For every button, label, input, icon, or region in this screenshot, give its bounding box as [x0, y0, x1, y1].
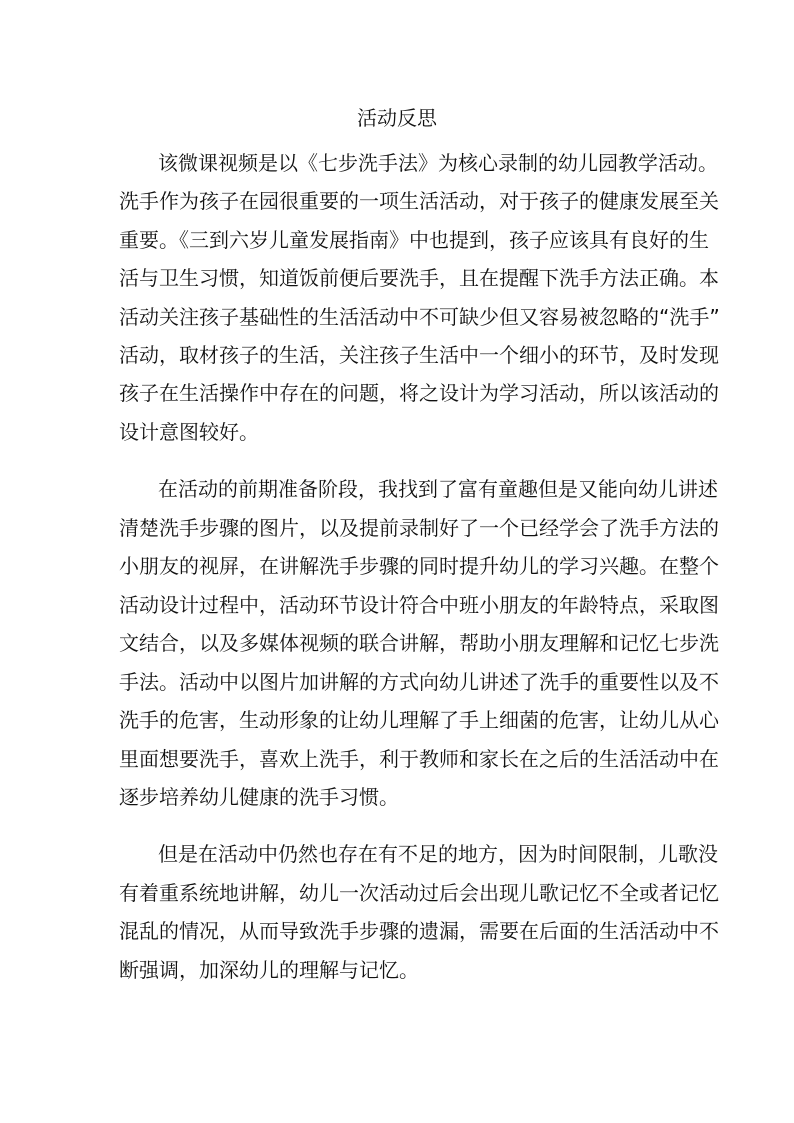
paragraph-1-line-1: 该微课视频是以《七步洗手法》为核心录制的幼儿园教学活动。 [158, 151, 718, 175]
paragraph-3-line-4: 断强调，加深幼儿的理解与记忆。 [119, 958, 419, 982]
paragraph-1-line-5: 活动关注孩子基础性的生活活动中不可缺少但又容易被忽略的“洗手” [119, 305, 720, 329]
paragraph-2-line-1: 在活动的前期准备阶段，我找到了富有童趣但是又能向幼儿讲述 [158, 477, 718, 501]
paragraph-2-line-8: 里面想要洗手，喜欢上洗手，利于教师和家长在之后的生活活动中在 [119, 747, 719, 771]
paragraph-2-line-4: 活动设计过程中，活动环节设计符合中班小朋友的年龄特点，采取图 [119, 593, 719, 617]
paragraph-1-line-6: 活动，取材孩子的生活，关注孩子生活中一个细小的环节，及时发现 [119, 343, 719, 367]
paragraph-1-line-2: 洗手作为孩子在园很重要的一项生活活动，对于孩子的健康发展至关 [119, 189, 719, 213]
paragraph-2-line-7: 洗手的危害，生动形象的让幼儿理解了手上细菌的危害，让幼儿从心 [119, 708, 719, 732]
paragraph-2-line-9: 逐步培养幼儿健康的洗手习惯。 [119, 785, 399, 809]
paragraph-2-line-2: 清楚洗手步骤的图片，以及提前录制好了一个已经学会了洗手方法的 [119, 516, 719, 540]
paragraph-2-line-5: 文结合，以及多媒体视频的联合讲解，帮助小朋友理解和记忆七步洗 [119, 631, 719, 655]
paragraph-2-line-6: 手法。活动中以图片加讲解的方式向幼儿讲述了洗手的重要性以及不 [119, 670, 719, 694]
paragraph-1-line-7: 孩子在生活操作中存在的问题，将之设计为学习活动，所以该活动的 [119, 381, 719, 405]
paragraph-3-line-3: 混乱的情况，从而导致洗手步骤的遗漏，需要在后面的生活活动中不 [119, 919, 719, 943]
paragraph-3-line-1: 但是在活动中仍然也存在有不足的地方，因为时间限制，儿歌没 [158, 842, 718, 866]
paragraph-3-line-2: 有着重系统地讲解，幼儿一次活动过后会出现儿歌记忆不全或者记忆 [119, 881, 719, 905]
paragraph-1-line-3: 重要。《三到六岁儿童发展指南》中也提到，孩子应该具有良好的生 [119, 228, 709, 252]
document-title: 活动反思 [357, 106, 437, 130]
paragraph-1-line-8: 设计意图较好。 [119, 420, 259, 444]
paragraph-2-line-3: 小朋友的视屏，在讲解洗手步骤的同时提升幼儿的学习兴趣。在整个 [119, 554, 719, 578]
paragraph-1-line-4: 活与卫生习惯，知道饭前便后要洗手，且在提醒下洗手方法正确。本 [119, 266, 719, 290]
